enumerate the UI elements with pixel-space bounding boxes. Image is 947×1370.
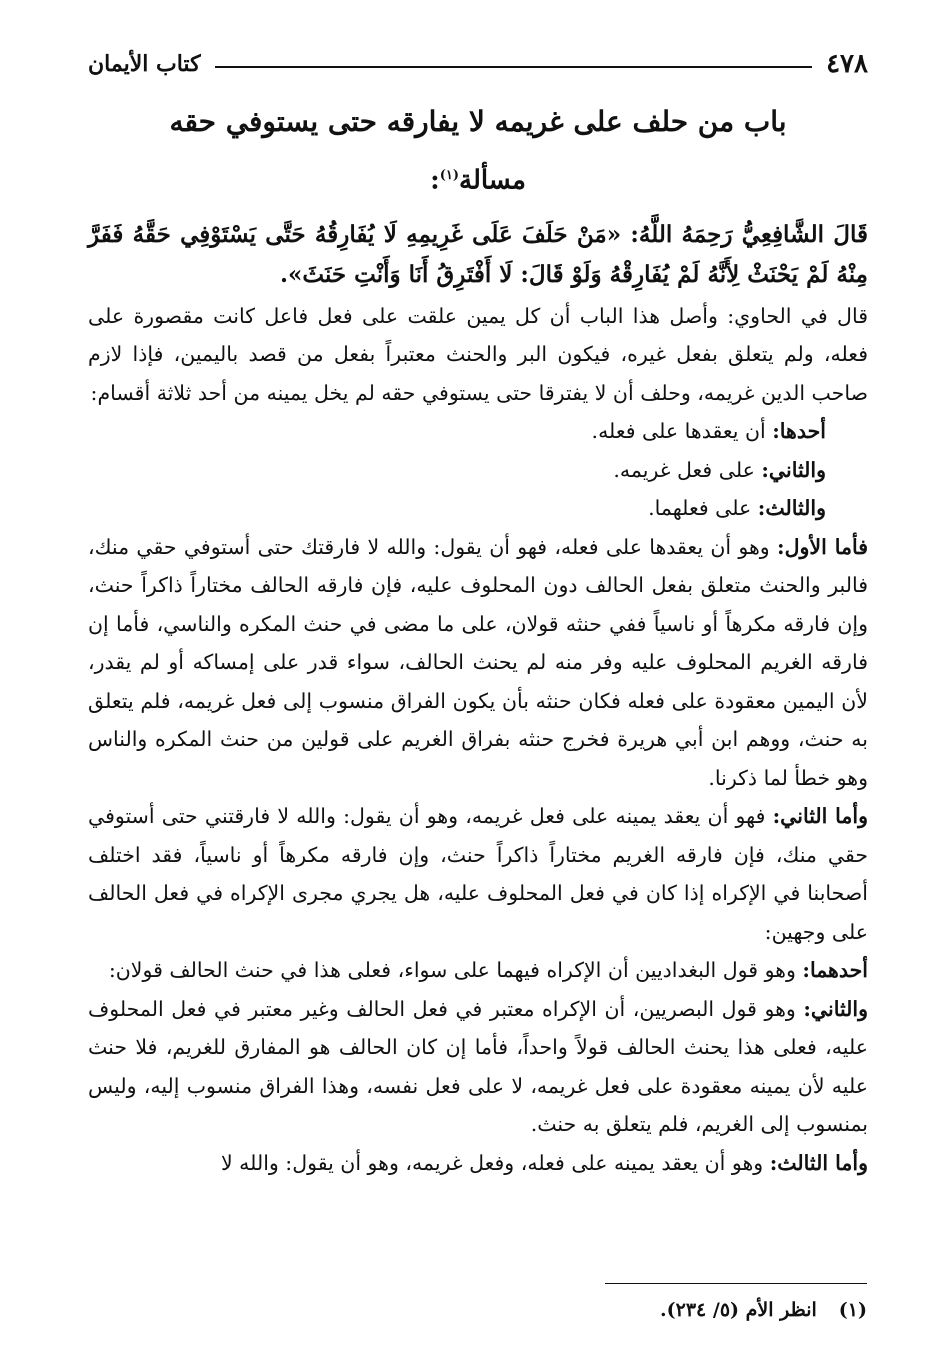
second-section-label: وأما الثاني: xyxy=(772,804,868,829)
book-title: كتاب الأيمان xyxy=(88,51,201,77)
second-section xyxy=(88,797,868,951)
footnote xyxy=(467,1292,867,1328)
division-2-label: والثاني: xyxy=(761,457,826,482)
page-header xyxy=(88,44,868,84)
second-view-1 xyxy=(88,951,868,990)
second-view-2-text: وهو قول البصريين، أن الإكراه معتبر في فعل الحالف وغير معتبر في فعل المحلوف عليه، فعلى هذا يحنث الحالف قولاً واحداً، فأما إن كان الحالف هو المفارق للغريم، فلا حنث عليه لأن يمينه معقودة على فعل غريمه، لا على فعل نفسه، وهذا الفراق منسوب إليه، وليس بمنسوب إلى الغريم، فلم يتعلق به حنث. xyxy=(88,996,868,1137)
first-section-label: فأما الأول: xyxy=(777,534,868,559)
footnote-divider xyxy=(605,1283,867,1284)
footnote-ref: (١) xyxy=(439,168,459,183)
division-3-label: والثالث: xyxy=(757,496,826,521)
masala-label: مسألة xyxy=(459,165,526,196)
third-section xyxy=(88,1144,868,1183)
masala-colon: : xyxy=(430,165,440,196)
first-section xyxy=(88,528,868,798)
page-number: ٤٧٨ xyxy=(826,49,868,79)
footnote-number: (١) xyxy=(838,1299,867,1321)
division-3 xyxy=(88,489,868,528)
second-view-1-label: أحدهما: xyxy=(802,958,868,983)
second-section-text: فهو أن يعقد يمينه على فعل غريمه، وهو أن يقول: والله لا فارقتني حتى أستوفي حقي منك، فإن فارقه الغريم مختاراً ذاكراً حنث، وإن فارقه مكرهاً أو ناسياً، فقد اختلف أصحابنا في الإكراه إذا كان في فعل المحلوف عليه، هل يجري مجرى الإكراه في فعل الحالف على وجهين: xyxy=(88,804,869,944)
chapter-title: باب من حلف على غريمه لا يفارقه حتى يستوفي حقه xyxy=(169,105,787,138)
division-2 xyxy=(88,451,868,490)
first-section-text: وهو أن يعقدها على فعله، فهو أن يقول: والله لا فارقتك حتى أستوفي حقي منك، فالبر والحنث متعلق بفعل الحالف دون المحلوف عليه، فإن فارقه الحالف مختاراً ذاكراً حنث، وإن فارقه مكرهاً أو ناسياً ففي حنثه قولان، على ما مضى في حنث المكره والناسي، فأما إن فارقه الغريم المحلوف عليه وفر منه لم يحنث الحالف، سواء قدر على إمساكه أو لم يقدر، لأن اليمين معقودة على فعله فكان حنثه بأن يكون الفراق منسوب إلى فعل غريمه، فلم يتعلق به حنث، ووهم ابن أبي هريرة فخرج حنثه بفراق الغريم على قولين من حنث المكره والناس وهو خطأ لما ذكرنا. xyxy=(88,534,868,790)
second-view-1-text: وهو قول البغداديين أن الإكراه فيهما على سواء، فعلى هذا في حنث الحالف قولان: xyxy=(108,958,803,983)
division-3-text: على فعلهما. xyxy=(648,496,758,521)
division-2-text: على فعل غريمه. xyxy=(613,457,762,482)
header-rule xyxy=(215,66,813,68)
division-1 xyxy=(88,412,868,451)
shafii-quote: قَالَ الشَّافِعِيُّ رَحِمَهُ اللَّهُ: «مَنْ حَلَفَ عَلَى غَرِيمِهِ لَا يُفَارِقُهُ حَتَّى يَسْتَوْفِي حَقَّهُ فَفَرَّ مِنْهُ لَمْ يَحْنَثْ لِأَنَّهُ لَمْ يُفَارِقْهُ وَلَوْ قَالَ: لَا أَفْتَرِقُ أَنَا وَأَنْتِ حَنَثَ». xyxy=(88,220,868,288)
division-1-text: أن يعقدها على فعله. xyxy=(591,419,773,444)
division-1-label: أحدها: xyxy=(772,419,826,444)
intro-paragraph: قال في الحاوي: وأصل هذا الباب أن كل يمين علقت على فعل فاعل كانت مقصورة على فعله، ولم يتعلق بفعل غيره، فيكون البر والحنث معتبراً بفعل من قصد باليمين، فإذا لازم صاحب الدين غريمه، وحلف أن لا يفترقا حتى يستوفي حقه لم يخل يمينه من أحد ثلاثة أقسام: xyxy=(88,303,868,405)
footnote-text: انظر الأم (٥/ ٢٣٤). xyxy=(660,1299,817,1321)
masala-heading xyxy=(88,150,868,207)
second-view-2-label: والثاني: xyxy=(803,996,868,1021)
third-section-text: وهو أن يعقد يمينه على فعله، وفعل غريمه، وهو أن يقول: والله لا xyxy=(220,1150,770,1175)
page-body xyxy=(88,90,868,1182)
second-view-2 xyxy=(88,990,868,1144)
third-section-label: وأما الثالث: xyxy=(769,1150,868,1175)
